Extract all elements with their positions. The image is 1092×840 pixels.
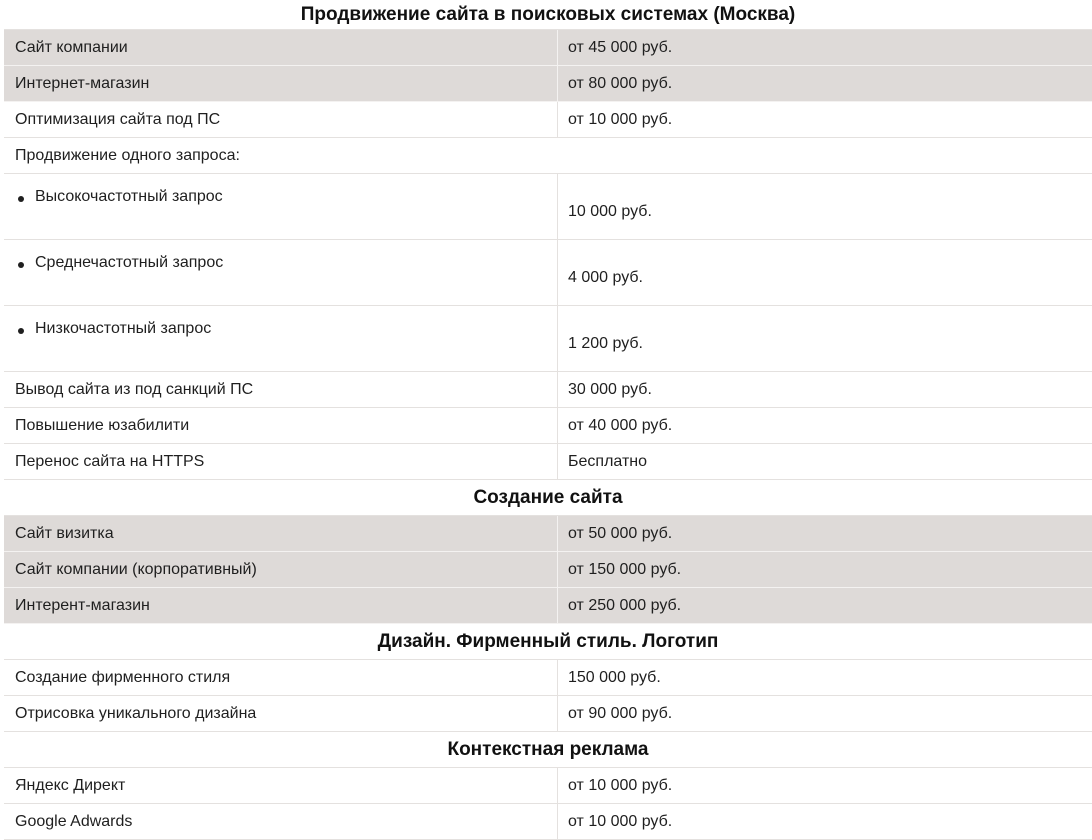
table-row: [4, 588, 1092, 624]
service-label: Отрисовка уникального дизайна: [4, 696, 558, 731]
table-row: [4, 516, 1092, 552]
service-label: Низкочастотный запрос: [35, 320, 212, 337]
section-title: Продвижение сайта в поисковых системах (Москва): [300, 3, 796, 25]
service-price: 4 000 руб.: [568, 268, 643, 286]
table-row-bullet: [4, 174, 1092, 240]
service-price: 30 000 руб.: [568, 380, 652, 398]
price-table: [4, 0, 1092, 840]
service-label: Оптимизация сайта под ПС: [4, 102, 558, 137]
service-price: Бесплатно: [568, 452, 648, 470]
bullet-icon: [18, 328, 24, 334]
table-row: [4, 804, 1092, 840]
service-price: от 45 000 руб.: [568, 38, 673, 56]
section-header-creation: [4, 480, 1092, 516]
service-label: Google Adwards: [4, 804, 558, 839]
section-title: Создание сайта: [473, 486, 623, 508]
table-row: [4, 552, 1092, 588]
bullet-cell: [4, 174, 558, 239]
service-label: Перенос сайта на HTTPS: [4, 444, 558, 479]
table-row-bullet: [4, 306, 1092, 372]
service-label: Создание фирменного стиля: [4, 660, 558, 695]
bullet-icon: [18, 262, 24, 268]
table-row: [4, 660, 1092, 696]
table-row: [4, 444, 1092, 480]
table-row: [4, 30, 1092, 66]
table-row: [4, 696, 1092, 732]
service-label: Яндекс Директ: [4, 768, 558, 803]
table-row: [4, 408, 1092, 444]
table-row: [4, 102, 1092, 138]
service-price: от 250 000 руб.: [568, 596, 682, 614]
service-price: от 40 000 руб.: [568, 416, 673, 434]
service-price: от 50 000 руб.: [568, 524, 673, 542]
service-price: от 80 000 руб.: [568, 74, 673, 92]
service-price: от 10 000 руб.: [568, 812, 673, 830]
section-title: Дизайн. Фирменный стиль. Логотип: [377, 630, 719, 652]
bullet-icon: [18, 196, 24, 202]
section-header-seo: [4, 0, 1092, 30]
table-row-bullet: [4, 240, 1092, 306]
service-label: Интерент-магазин: [4, 588, 558, 623]
service-price: от 10 000 руб.: [568, 110, 673, 128]
service-price: 1 200 руб.: [568, 334, 643, 352]
service-price: 10 000 руб.: [568, 202, 652, 220]
service-label: Вывод сайта из под санкций ПС: [4, 372, 558, 407]
section-title: Контекстная реклама: [447, 738, 649, 760]
bullet-cell: [4, 306, 558, 371]
service-price: 150 000 руб.: [568, 668, 661, 686]
service-label: Сайт компании: [4, 30, 558, 65]
table-row: [4, 768, 1092, 804]
service-label: Среднечастотный запрос: [35, 254, 224, 271]
service-label: Сайт визитка: [4, 516, 558, 551]
table-row-query-promo: [4, 138, 1092, 174]
service-price: от 10 000 руб.: [568, 776, 673, 794]
service-label: Сайт компании (корпоративный): [4, 552, 558, 587]
service-price: от 150 000 руб.: [568, 560, 682, 578]
section-header-design: [4, 624, 1092, 660]
bullet-cell: [4, 240, 558, 305]
section-header-ads: [4, 732, 1092, 768]
service-label: Повышение юзабилити: [4, 408, 558, 443]
service-price: от 90 000 руб.: [568, 704, 673, 722]
table-row: [4, 66, 1092, 102]
service-label: Продвижение одного запроса:: [15, 146, 240, 164]
service-label: Интернет-магазин: [4, 66, 558, 101]
table-row: [4, 372, 1092, 408]
service-label: Высокочастотный запрос: [35, 188, 223, 205]
